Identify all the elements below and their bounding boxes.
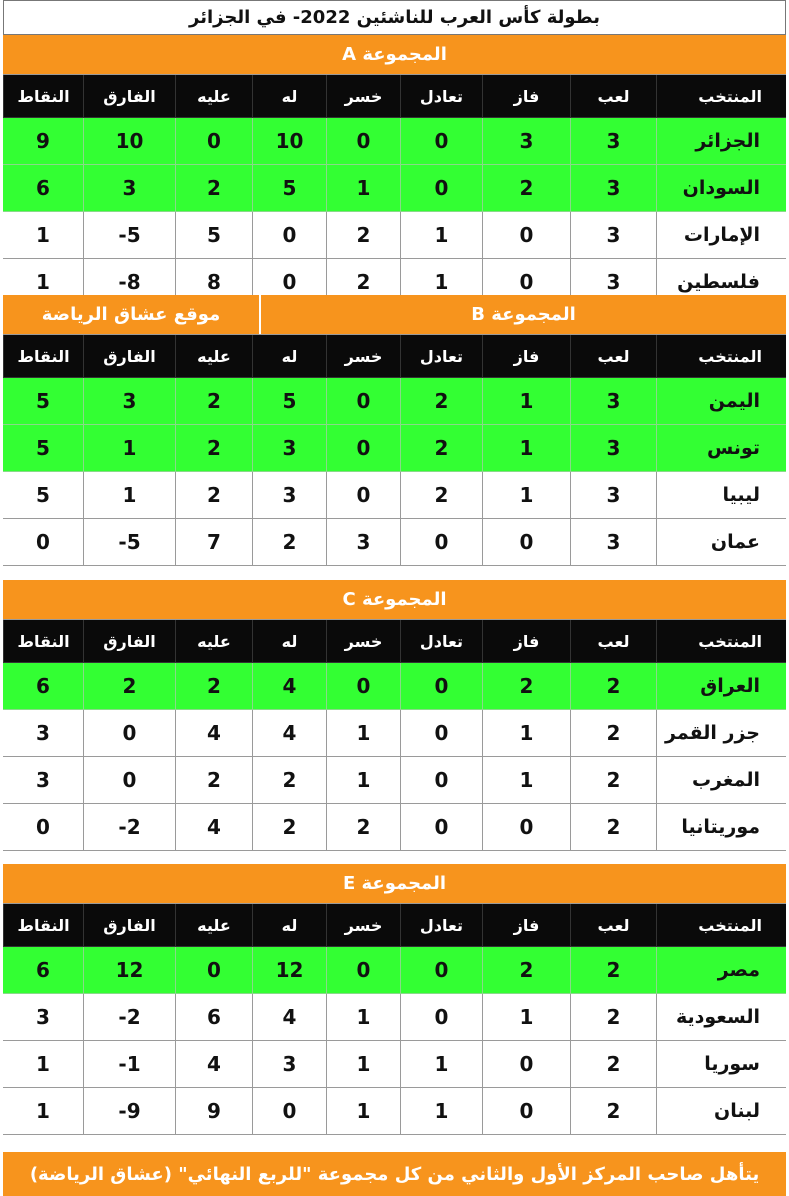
group-header: [3, 580, 786, 620]
stat-cell: -2: [83, 994, 175, 1040]
stat-cell: 2: [326, 804, 400, 850]
stat-cell: 0: [252, 259, 326, 305]
stat-cell: 9: [175, 1088, 252, 1134]
stat-cell: 2: [252, 757, 326, 803]
stat-cell: 2: [175, 165, 252, 211]
column-header: لعب: [570, 335, 656, 377]
column-header: المنتخب: [656, 904, 786, 946]
stat-cell: 1: [482, 425, 570, 471]
stat-cell: 3: [570, 118, 656, 164]
stat-cell: 0: [252, 212, 326, 258]
team-row: [3, 378, 786, 425]
stat-cell: 2: [400, 425, 482, 471]
stat-cell: 0: [482, 212, 570, 258]
stat-cell: 1: [326, 165, 400, 211]
stat-cell: 2: [175, 472, 252, 518]
stat-cell: 2: [570, 947, 656, 993]
stat-cell: 0: [400, 710, 482, 756]
group-label: المجموعة A: [342, 44, 447, 65]
stat-cell: 1: [36, 1099, 50, 1123]
stat-cell: 0: [252, 1088, 326, 1134]
team-name: المغرب: [656, 757, 786, 803]
stat-cell: -9: [83, 1088, 175, 1134]
stat-cell: 0: [326, 663, 400, 709]
stat-cell: 3: [83, 378, 175, 424]
stat-cell: 0: [482, 804, 570, 850]
column-header: النقاط: [3, 620, 83, 662]
stat-cell: 4: [252, 710, 326, 756]
group-header: [3, 864, 786, 904]
stat-cell: 3: [36, 1005, 50, 1029]
stat-cell: 1: [326, 757, 400, 803]
column-header: فاز: [482, 335, 570, 377]
team-name: ليبيا: [656, 472, 786, 518]
stat-cell: 0: [400, 165, 482, 211]
stat-cell: 2: [252, 804, 326, 850]
stat-cell: 3: [482, 118, 570, 164]
stat-cell: 0: [326, 425, 400, 471]
team-name: سوريا: [656, 1041, 786, 1087]
column-header: له: [252, 904, 326, 946]
column-header: عليه: [175, 904, 252, 946]
stat-cell: 3: [326, 519, 400, 565]
stat-cell: -5: [83, 212, 175, 258]
column-header: فاز: [482, 75, 570, 117]
stat-cell: 3: [570, 259, 656, 305]
stat-cell: 0: [175, 118, 252, 164]
team-name: جزر القمر: [656, 710, 786, 756]
column-header-row: [3, 904, 786, 947]
stat-cell: 2: [570, 1088, 656, 1134]
column-header-row: [3, 620, 786, 663]
stat-cell: 0: [36, 530, 50, 554]
team-name: السعودية: [656, 994, 786, 1040]
stat-cell: 2: [175, 757, 252, 803]
stat-cell: 2: [570, 757, 656, 803]
group-label: المجموعة C: [342, 589, 447, 610]
stat-cell: 1: [326, 1041, 400, 1087]
stat-cell: 2: [482, 165, 570, 211]
team-name: العراق: [656, 663, 786, 709]
team-row: [3, 947, 786, 994]
group-header: [3, 35, 786, 75]
column-header: الفارق: [83, 904, 175, 946]
column-header: فاز: [482, 904, 570, 946]
stat-cell: 0: [326, 947, 400, 993]
column-header: خسر: [326, 620, 400, 662]
stat-cell: 10: [252, 118, 326, 164]
stat-cell: 5: [252, 165, 326, 211]
team-row: [3, 212, 786, 259]
stat-cell: 3: [36, 768, 50, 792]
stat-cell: 1: [400, 1041, 482, 1087]
stat-cell: 3: [570, 165, 656, 211]
stat-cell: 0: [482, 259, 570, 305]
group-label: المجموعة E: [342, 873, 447, 894]
stat-cell: 0: [482, 1088, 570, 1134]
stat-cell: 1: [482, 710, 570, 756]
column-header: النقاط: [3, 75, 83, 117]
stat-cell: 1: [400, 212, 482, 258]
stat-cell: 0: [482, 1041, 570, 1087]
column-header: تعادل: [400, 75, 482, 117]
stat-cell: 5: [36, 483, 50, 507]
stat-cell: 9: [36, 129, 50, 153]
stat-cell: 0: [83, 710, 175, 756]
stat-cell: 8: [175, 259, 252, 305]
stat-cell: 3: [570, 472, 656, 518]
stat-cell: 1: [326, 710, 400, 756]
stat-cell: -1: [83, 1041, 175, 1087]
stat-cell: 12: [252, 947, 326, 993]
column-header: النقاط: [3, 904, 83, 946]
stat-cell: 4: [175, 804, 252, 850]
column-header: خسر: [326, 75, 400, 117]
stat-cell: 0: [326, 472, 400, 518]
stat-cell: 2: [326, 259, 400, 305]
stat-cell: 0: [36, 815, 50, 839]
column-header: المنتخب: [656, 620, 786, 662]
stat-cell: 4: [252, 994, 326, 1040]
stat-cell: 3: [36, 721, 50, 745]
column-header: تعادل: [400, 335, 482, 377]
team-row: [3, 804, 786, 851]
column-header: عليه: [175, 620, 252, 662]
stat-cell: 1: [482, 378, 570, 424]
stat-cell: 0: [83, 757, 175, 803]
stat-cell: 2: [482, 947, 570, 993]
group-label: المجموعة B: [471, 304, 576, 325]
stat-cell: 0: [400, 519, 482, 565]
stat-cell: 2: [570, 663, 656, 709]
stat-cell: 1: [482, 757, 570, 803]
stat-cell: 0: [400, 757, 482, 803]
stat-cell: 2: [175, 663, 252, 709]
stat-cell: 5: [36, 436, 50, 460]
stat-cell: 3: [570, 378, 656, 424]
stat-cell: 5: [36, 389, 50, 413]
column-header: المنتخب: [656, 335, 786, 377]
stat-cell: 0: [175, 947, 252, 993]
stat-cell: 0: [326, 378, 400, 424]
stat-cell: 2: [570, 710, 656, 756]
column-header: تعادل: [400, 904, 482, 946]
stat-cell: 1: [83, 472, 175, 518]
qualification-note: يتأهل صاحب المركز الأول والثاني من كل مجموعة "للربع النهائي" (عشاق الرياضة): [3, 1152, 786, 1196]
team-row: [3, 118, 786, 165]
column-header: لعب: [570, 904, 656, 946]
column-header: تعادل: [400, 620, 482, 662]
team-name: عمان: [656, 519, 786, 565]
stat-cell: 1: [326, 994, 400, 1040]
stat-cell: 3: [570, 212, 656, 258]
column-header: خسر: [326, 335, 400, 377]
column-header-row: [3, 75, 786, 118]
stat-cell: 3: [83, 165, 175, 211]
column-header: لعب: [570, 75, 656, 117]
stat-cell: 0: [326, 118, 400, 164]
stat-cell: 2: [83, 663, 175, 709]
column-header: له: [252, 75, 326, 117]
team-row: [3, 425, 786, 472]
stat-cell: -8: [83, 259, 175, 305]
stat-cell: 4: [175, 1041, 252, 1087]
team-row: [3, 1088, 786, 1135]
stat-cell: 0: [400, 994, 482, 1040]
column-header: الفارق: [83, 335, 175, 377]
column-header: الفارق: [83, 620, 175, 662]
stat-cell: 3: [252, 1041, 326, 1087]
stat-cell: 2: [482, 663, 570, 709]
stat-cell: -2: [83, 804, 175, 850]
stat-cell: 1: [482, 472, 570, 518]
team-name: اليمن: [656, 378, 786, 424]
team-row: [3, 472, 786, 519]
stat-cell: 1: [36, 270, 50, 294]
team-name: السودان: [656, 165, 786, 211]
stat-cell: 6: [175, 994, 252, 1040]
stat-cell: 3: [570, 519, 656, 565]
stat-cell: 1: [36, 1052, 50, 1076]
column-header: عليه: [175, 75, 252, 117]
stat-cell: -5: [83, 519, 175, 565]
team-row: [3, 165, 786, 212]
stat-cell: 3: [252, 425, 326, 471]
column-header: له: [252, 335, 326, 377]
stat-cell: 6: [36, 958, 50, 982]
stat-cell: 3: [252, 472, 326, 518]
column-header: المنتخب: [656, 75, 786, 117]
stat-cell: 10: [83, 118, 175, 164]
team-name: مصر: [656, 947, 786, 993]
stat-cell: 2: [175, 378, 252, 424]
team-row: [3, 710, 786, 757]
page-title: بطولة كأس العرب للناشئين 2022- في الجزائر: [3, 0, 786, 35]
column-header: له: [252, 620, 326, 662]
stat-cell: 1: [482, 994, 570, 1040]
stat-cell: 4: [252, 663, 326, 709]
stat-cell: 0: [400, 663, 482, 709]
team-name: تونس: [656, 425, 786, 471]
stat-cell: 2: [570, 994, 656, 1040]
column-header: عليه: [175, 335, 252, 377]
column-header: لعب: [570, 620, 656, 662]
column-header-row: [3, 335, 786, 378]
team-row: [3, 519, 786, 566]
column-header: الفارق: [83, 75, 175, 117]
stat-cell: 6: [36, 674, 50, 698]
stat-cell: 2: [175, 425, 252, 471]
team-name: الإمارات: [656, 212, 786, 258]
stat-cell: 2: [252, 519, 326, 565]
team-row: [3, 757, 786, 804]
stat-cell: 2: [570, 804, 656, 850]
team-name: لبنان: [656, 1088, 786, 1134]
stat-cell: 12: [83, 947, 175, 993]
group-header: [3, 295, 786, 335]
stat-cell: 1: [83, 425, 175, 471]
stat-cell: 4: [175, 710, 252, 756]
stat-cell: 1: [400, 1088, 482, 1134]
stat-cell: 2: [400, 472, 482, 518]
stat-cell: 5: [175, 212, 252, 258]
column-header: النقاط: [3, 335, 83, 377]
team-row: [3, 663, 786, 710]
team-name: فلسطين: [656, 259, 786, 305]
stat-cell: 7: [175, 519, 252, 565]
stat-cell: 1: [400, 259, 482, 305]
stat-cell: 6: [36, 176, 50, 200]
column-header: فاز: [482, 620, 570, 662]
stat-cell: 1: [326, 1088, 400, 1134]
stat-cell: 2: [326, 212, 400, 258]
team-row: [3, 994, 786, 1041]
team-name: موريتانيا: [656, 804, 786, 850]
stat-cell: 2: [570, 1041, 656, 1087]
stat-cell: 2: [400, 378, 482, 424]
stat-cell: 0: [400, 118, 482, 164]
stat-cell: 5: [252, 378, 326, 424]
team-row: [3, 1041, 786, 1088]
site-label: موقع عشاق الرياضة: [3, 295, 261, 334]
team-name: الجزائر: [656, 118, 786, 164]
stat-cell: 1: [36, 223, 50, 247]
stat-cell: 3: [570, 425, 656, 471]
stat-cell: 0: [482, 519, 570, 565]
stat-cell: 0: [400, 804, 482, 850]
column-header: خسر: [326, 904, 400, 946]
stat-cell: 0: [400, 947, 482, 993]
